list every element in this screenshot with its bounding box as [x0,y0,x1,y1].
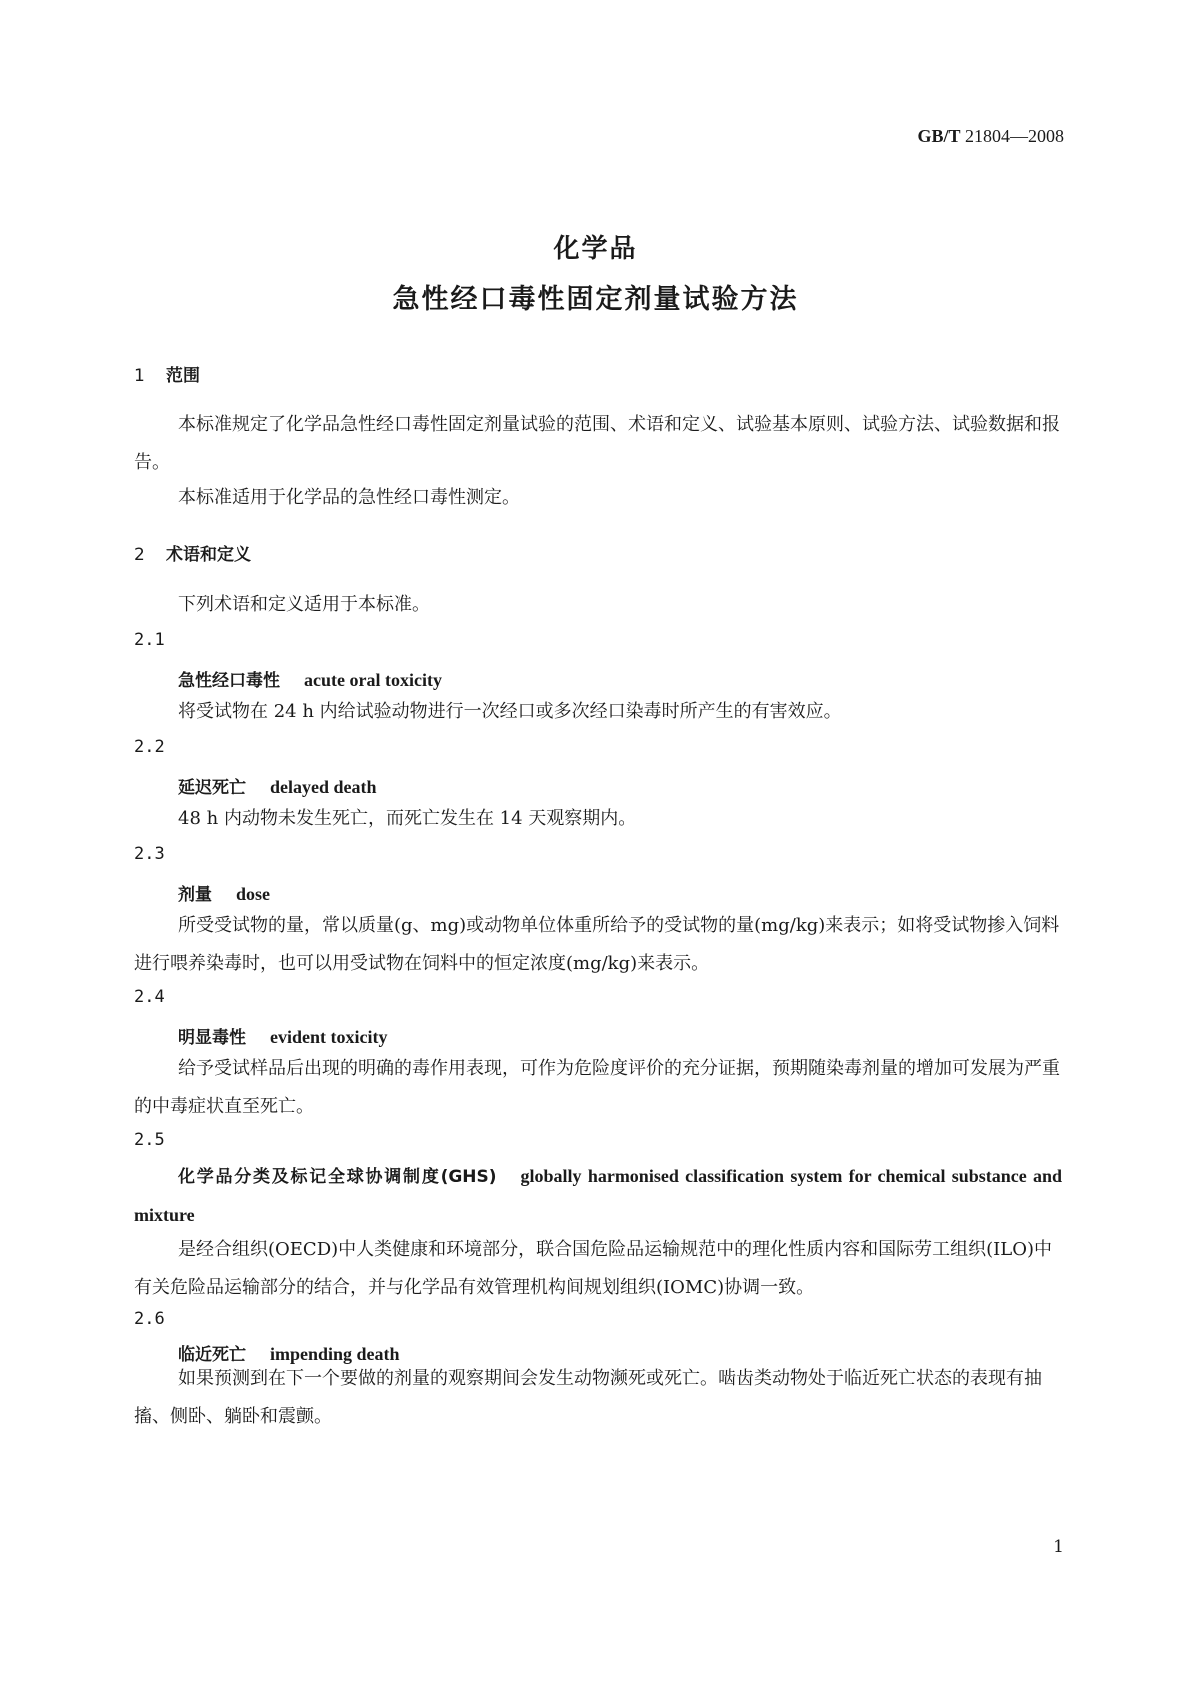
section-2-title: 术语和定义 [166,545,251,565]
standard-code: 21804—2008 [965,126,1064,146]
term-chinese: 剂量 [178,885,212,905]
section-1-paragraph-2: 本标准适用于化学品的急性经口毒性测定。 [178,487,520,508]
term-entry [178,880,270,905]
term-entry [178,666,442,691]
term-definition: 将受试物在 24 h 内给试验动物进行一次经口或多次经口染毒时所产生的有害效应。 [178,701,842,722]
term-english: acute oral toxicity [304,670,442,690]
term-entry [134,1157,1062,1235]
term-entry [178,1023,387,1048]
term-definition: 所受受试物的量，常以质量(g、mg)或动物单位体重所给予的受试物的量(mg/kg)来表示；如将受试物掺入饲料进行喂养染毒时，也可以用受试物在饲料中的恒定浓度(mg/kg)来表示。 [134,915,1060,974]
section-1-heading [134,361,200,386]
clause-number: 2.1 [134,630,165,650]
term-chinese: 明显毒性 [178,1028,246,1048]
clause-number: 2.4 [134,987,165,1007]
term-definition: 给予受试样品后出现的明确的毒作用表现，可作为危险度评价的充分证据，预期随染毒剂量的增加可发展为严重的中毒症状直至死亡。 [134,1058,1060,1117]
term-definition: 是经合组织(OECD)中人类健康和环境部分，联合国危险品运输规范中的理化性质内容和国际劳工组织(ILO)中有关危险品运输部分的结合，并与化学品有效管理机构间规划组织(IOMC)协调一致。 [134,1239,1053,1298]
clause-number: 2.3 [134,844,165,864]
term-definition: 如果预测到在下一个要做的剂量的观察期间会发生动物濒死或死亡。啮齿类动物处于临近死亡状态的表现有抽搐、侧卧、躺卧和震颤。 [134,1368,1042,1427]
standard-prefix: GB/T [917,126,961,146]
term-english: impending death [270,1344,400,1364]
term-english: evident toxicity [270,1027,388,1047]
term-english: delayed death [270,777,377,797]
term-chinese: 急性经口毒性 [178,671,280,691]
section-1-title: 范围 [166,366,200,386]
clause-number: 2.5 [134,1130,165,1150]
term-entry [178,773,377,798]
term-chinese: 延迟死亡 [178,778,246,798]
term-english: dose [236,884,271,904]
term-definition: 48 h 内动物未发生死亡，而死亡发生在 14 天观察期内。 [178,808,637,829]
page-number: 1 [1053,1537,1064,1557]
section-2-number: 2 [134,545,145,565]
term-chinese: 化学品分类及标记全球协调制度(GHS) [178,1167,497,1187]
section-2-heading [134,540,251,565]
clause-number: 2.6 [134,1309,165,1329]
document-title-line1: 化学品 [553,234,638,264]
section-1-paragraph-1: 本标准规定了化学品急性经口毒性固定剂量试验的范围、术语和定义、试验基本原则、试验方法、试验数据和报告。 [134,414,1060,473]
section-2-intro: 下列术语和定义适用于本标准。 [178,594,430,615]
standard-number [917,126,1064,147]
document-title-line2: 急性经口毒性固定剂量试验方法 [392,284,799,315]
term-chinese: 临近死亡 [178,1345,246,1365]
clause-number: 2.2 [134,737,165,757]
section-1-number: 1 [134,366,145,386]
term-english: globally harmonised classification system for chemical substance and mixture [134,1166,1063,1225]
